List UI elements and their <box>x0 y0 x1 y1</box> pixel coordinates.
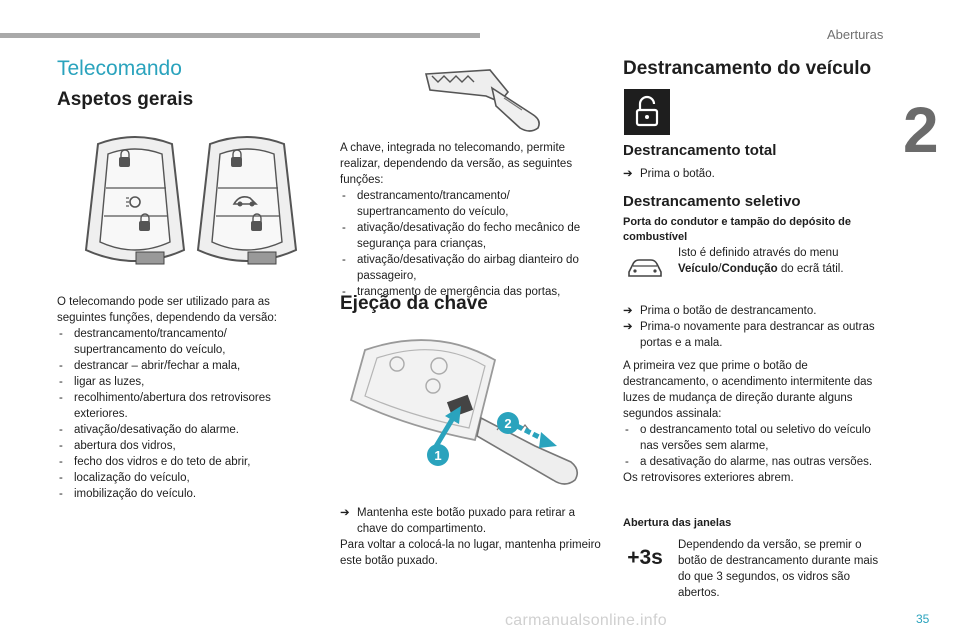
open-padlock-icon <box>624 89 670 135</box>
list-item: - ativação/desativação do fecho mecânico de segurança para crianças, <box>340 220 605 252</box>
subheading-abertura-janelas: Abertura das janelas <box>623 517 732 529</box>
selective-steps <box>623 303 888 351</box>
selective-step-1-text: Prima o botão de destrancamento. <box>640 305 817 317</box>
section-name: Aberturas <box>827 27 884 42</box>
list-item: - destrancar – abrir/fechar a mala, <box>57 358 297 374</box>
arrow-icon: ➔ <box>623 321 633 333</box>
total-step-row <box>623 166 883 182</box>
ejection-note: Para voltar a colocá-la no lugar, mantenha primeiro este botão puxado. <box>340 539 601 567</box>
list-item: - imobilização do veículo. <box>57 486 297 502</box>
list-item: - ativação/desativação do airbag dianteiro do passageiro, <box>340 252 605 284</box>
menu-sep: / <box>718 263 722 275</box>
list-item: - trancamento de emergência das portas, <box>340 284 605 300</box>
header-rule <box>0 33 480 38</box>
key-section <box>340 140 605 300</box>
arrow-icon: ➔ <box>623 168 633 180</box>
watermark: carmanualsonline.info <box>505 612 667 629</box>
first-time-text: A primeira vez que prime o botão de destrancamento, o acendimento intermitente das luzes de mudança de direção durante alguns segundos assinala: <box>623 360 873 420</box>
heading-destrancamento: Destrancamento do veículo <box>623 58 872 79</box>
page-number: 35 <box>916 612 930 626</box>
key-blade-illustration <box>420 62 550 137</box>
remote-key-right <box>198 137 296 264</box>
ejection-step-text: Mantenha este botão puxado para retirar a chave do compartimento. <box>357 507 576 535</box>
list-item: - a desativação do alarme, nas outras versões. <box>623 454 883 470</box>
heading-ejecao: Ejeção da chave <box>340 293 488 314</box>
car-icon <box>625 254 665 280</box>
list-item: - ligar as luzes, <box>57 374 297 390</box>
list-item: - fecho dos vidros e do teto de abrir, <box>57 454 297 470</box>
menu-veiculo: Veículo <box>678 263 719 275</box>
plus-3s-icon <box>623 542 667 572</box>
heading-destrancamento-seletivo: Destrancamento seletivo <box>623 193 801 210</box>
callout-1-label: 1 <box>434 448 442 463</box>
total-step-text: Prima o botão. <box>640 168 715 180</box>
list-item: - destrancamento/trancamento/ supertrancamento do veículo, <box>57 326 297 358</box>
subheading-porta-condutor: Porta do condutor e tampão do depósito de combustível <box>623 216 851 243</box>
menu-text <box>678 245 893 277</box>
list-item: - ativação/desativação do alarme. <box>57 422 297 438</box>
remote-key-left <box>86 137 184 264</box>
chapter-number: 2 <box>903 94 939 166</box>
ejection-step <box>340 505 605 537</box>
total-step <box>623 166 883 182</box>
plus-3s-label: +3s <box>627 546 663 569</box>
key-ejection-illustration <box>345 330 595 495</box>
windows-text: Dependendo da versão, se premir o botão de destrancamento durante mais do que 3 segundos, os vidros são abertos. <box>678 539 879 599</box>
menu-intro: Isto é definido através do menu <box>678 247 839 259</box>
heading-aspetos-gerais: Aspetos gerais <box>57 89 194 110</box>
list-item: - recolhimento/abertura dos retrovisores exteriores. <box>57 390 297 422</box>
page-title: Telecomando <box>57 57 182 80</box>
mirrors-text: Os retrovisores exteriores abrem. <box>623 472 794 484</box>
general-list <box>57 326 297 502</box>
list-item: - destrancamento/trancamento/ supertrancamento do veículo, <box>340 188 605 220</box>
key-intro: A chave, integrada no telecomando, permite realizar, dependendo da versão, as seguintes funções: <box>340 142 573 186</box>
list-item: - abertura dos vidros, <box>57 438 297 454</box>
list-item: - localização do veículo, <box>57 470 297 486</box>
general-intro: O telecomando pode ser utilizado para as seguintes funções, dependendo da versão: <box>57 296 277 324</box>
selective-step-2 <box>623 319 888 351</box>
key-list <box>340 188 605 300</box>
selective-step-2-text: Prima-o novamente para destrancar as outras portas e a mala. <box>640 321 875 349</box>
callout-2-label: 2 <box>504 416 512 431</box>
menu-tail: do ecrã tátil. <box>777 263 844 275</box>
remote-keys-illustration <box>80 132 310 280</box>
menu-conducao: Condução <box>721 263 778 275</box>
arrow-icon: ➔ <box>340 507 350 519</box>
selective-step-1 <box>623 303 888 319</box>
first-time-section <box>623 358 883 486</box>
heading-destrancamento-total: Destrancamento total <box>623 142 777 159</box>
list-item: - o destrancamento total ou seletivo do veículo nas versões sem alarme, <box>623 422 883 454</box>
ejection-text <box>340 505 605 569</box>
arrow-icon: ➔ <box>623 305 633 317</box>
signals-list <box>623 422 883 470</box>
unlock-icon <box>624 89 670 135</box>
general-section <box>57 294 297 502</box>
